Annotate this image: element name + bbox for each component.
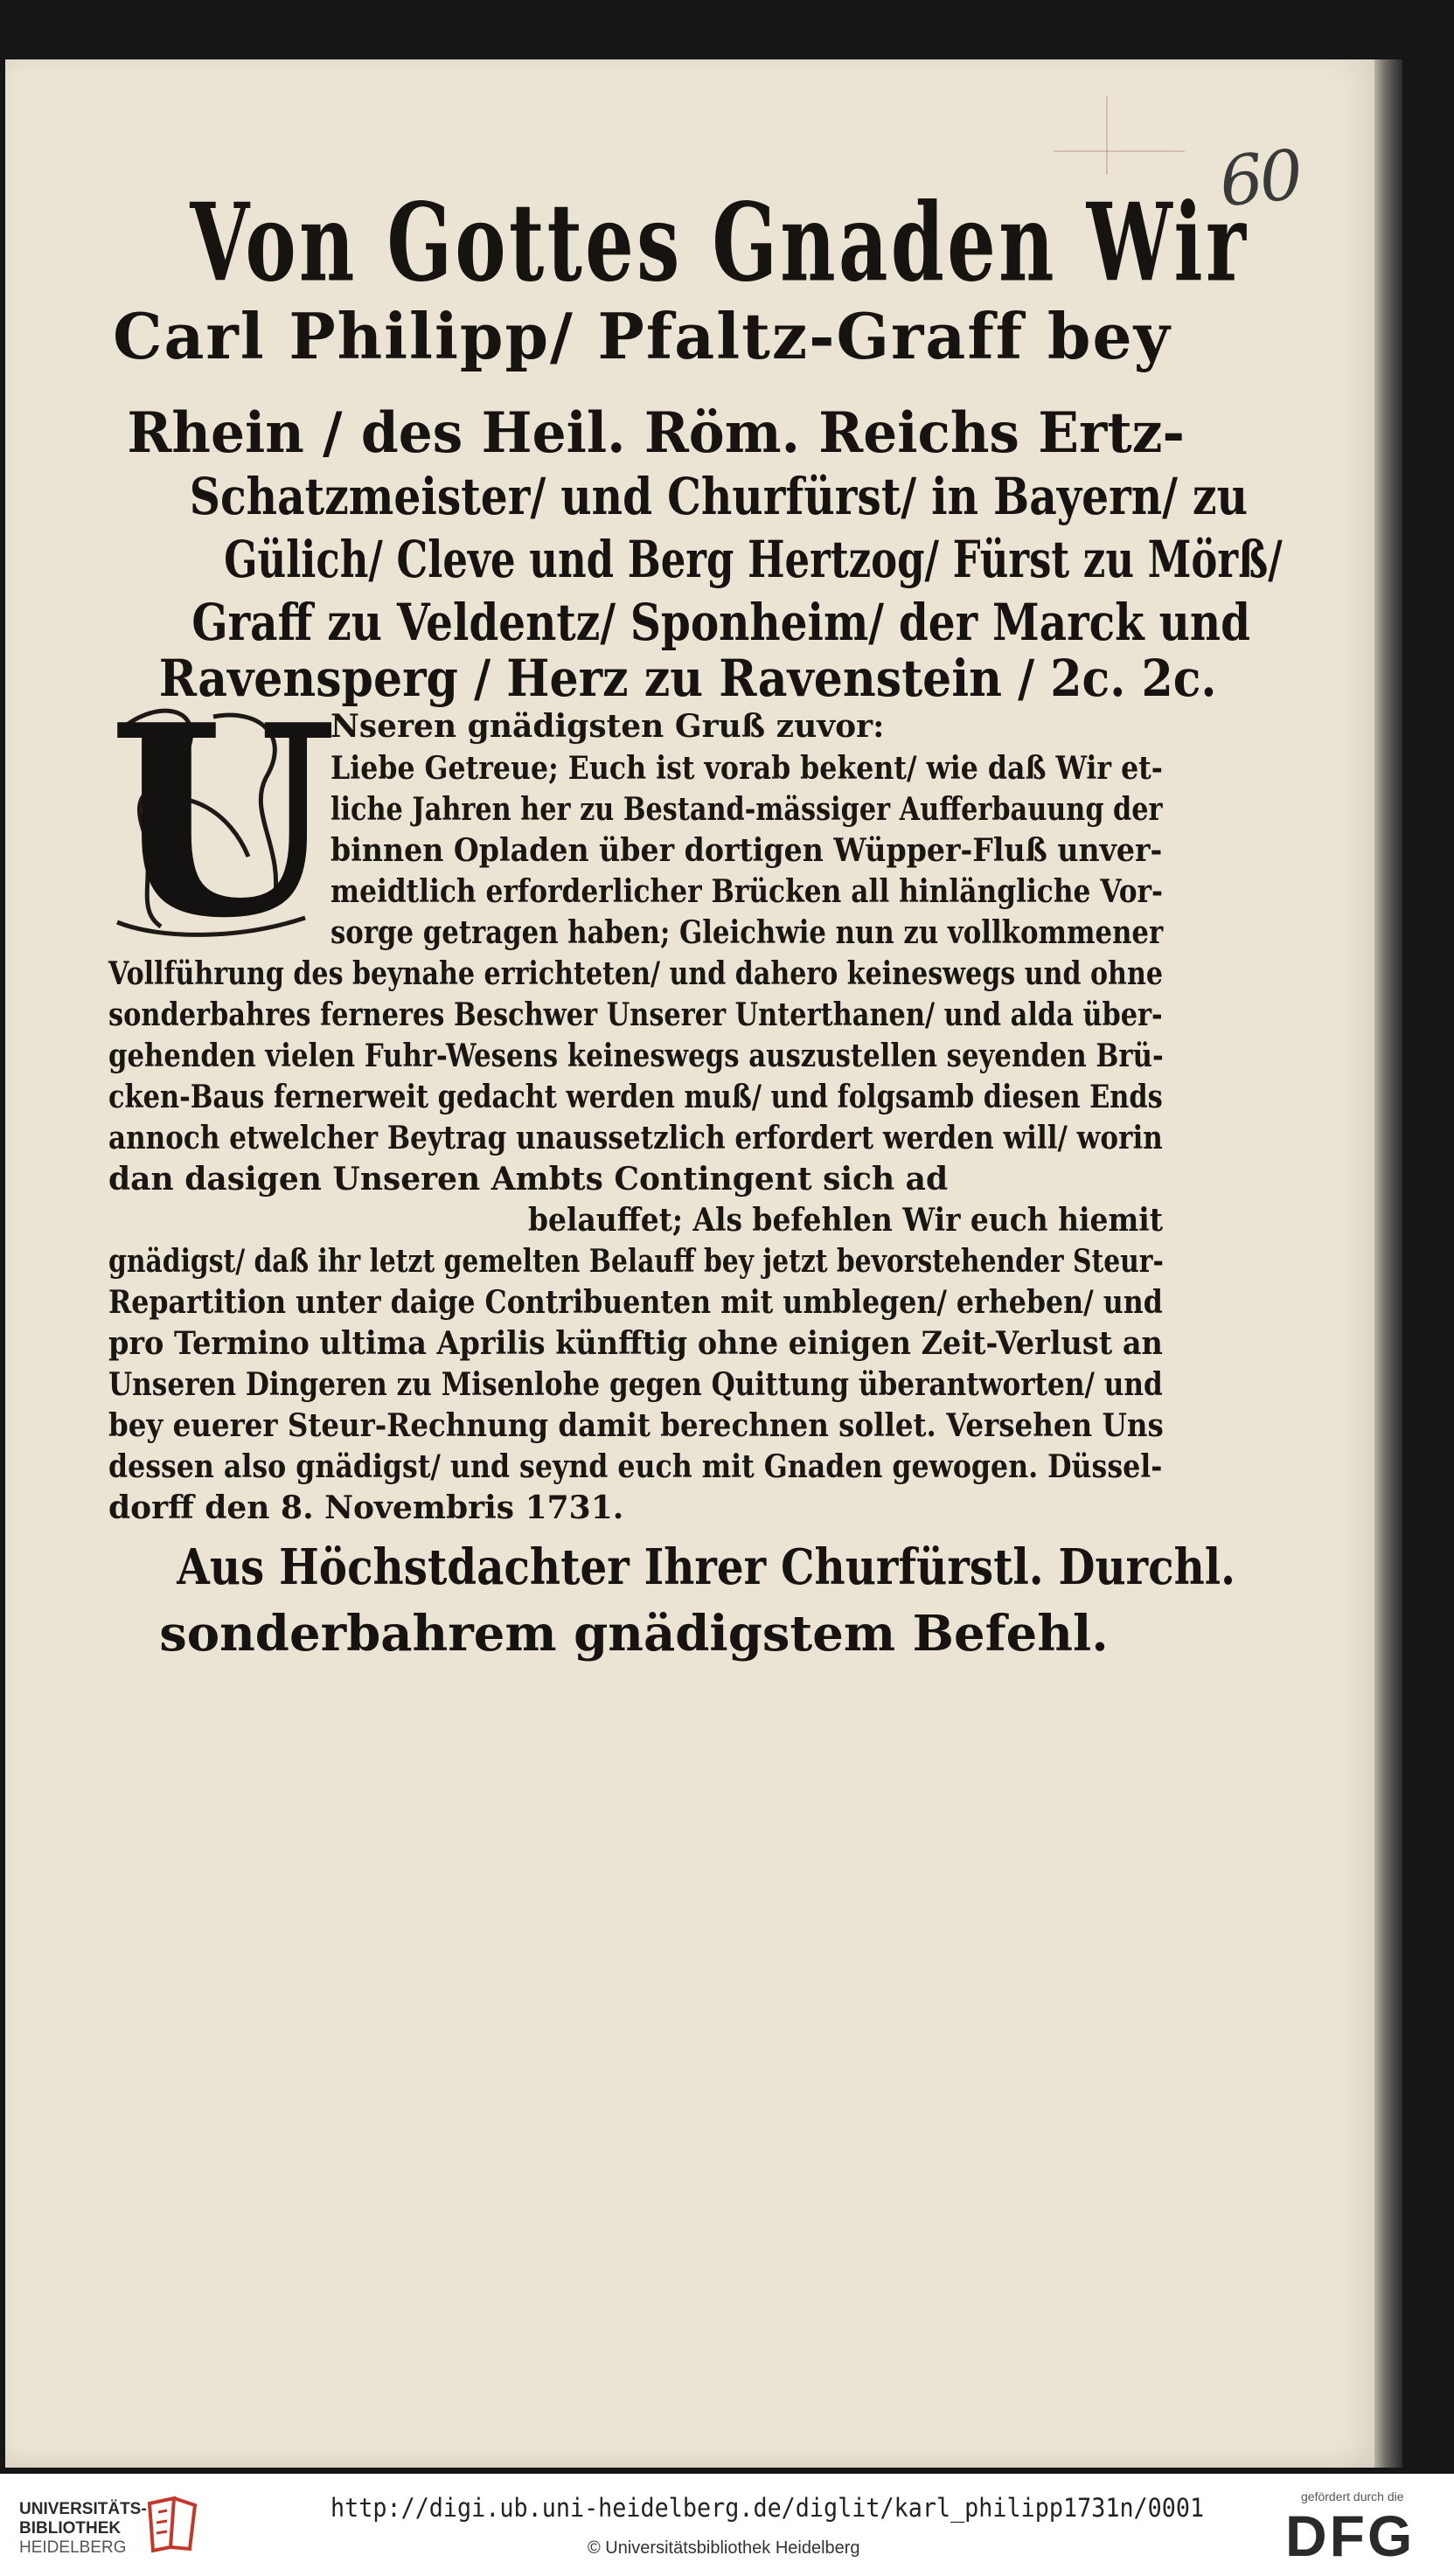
library-name-line-3: HEIDELBERG	[19, 2538, 127, 2557]
dropcap-letter: U	[108, 667, 337, 976]
permalink-url[interactable]: http://digi.ub.uni-heidelberg.de/diglit/karl_philipp1731n/0001	[330, 2493, 1205, 2523]
body-line: meidtlich erforderlicher Brücken all hinlängliche Vor-	[330, 873, 1163, 910]
dfg-logo[interactable]: DFG	[1285, 2503, 1416, 2568]
library-logo[interactable]	[19, 2500, 147, 2558]
body-line: annoch etwelcher Beytrag unaussetzlich erfordert werden will/ worin	[108, 1120, 1163, 1156]
body-line: sorge getragen haben; Gleichwie nun zu vollkommener	[330, 914, 1164, 951]
pencil-mark-horizontal	[1054, 150, 1185, 152]
body-line: cken-Baus fernerweit gedacht werden muß/ und folgsamb diesen Ends	[108, 1079, 1163, 1115]
body-line: gnädigst/ daß ihr letzt gemelten Belauff bey jetzt bevorstehender Steur-	[108, 1243, 1164, 1280]
heading-line-4: Schatzmeister/ und Churfürst/ in Bayern/ zu	[189, 467, 1249, 526]
heading-line-1: Von Gottes Gnaden Wir	[190, 179, 1249, 307]
viewer-footer	[0, 2474, 1454, 2576]
pencil-mark-vertical	[1106, 96, 1108, 175]
library-emblem-icon	[144, 2495, 200, 2554]
body-line: liche Jahren her zu Bestand-mässiger Aufferbauung der	[330, 791, 1163, 828]
body-line: Unseren Dingeren zu Misenlohe gegen Quittung überantworten/ und	[108, 1366, 1163, 1403]
body-line: Nseren gnädigsten Gruß zuvor:	[330, 708, 885, 745]
body-line: gehenden vielen Fuhr-Wesens keineswegs auszustellen seyenden Brü-	[108, 1038, 1164, 1074]
funding-caption: gefördert durch die	[1301, 2489, 1404, 2503]
body-line: dorff den 8. Novembris 1731.	[108, 1489, 624, 1526]
body-line: Liebe Getreue; Euch ist vorab bekent/ wie daß Wir et-	[330, 750, 1163, 787]
body-line: pro Termino ultima Aprilis künfftig ohne einigen Zeit-Verlust an	[108, 1325, 1163, 1362]
closing-line-1: Aus Höchstdachter Ihrer Churfürstl. Durchl.	[177, 1538, 1236, 1596]
body-line: binnen Opladen über dortigen Wüpper-Fluß unver-	[330, 832, 1163, 869]
page-edge	[1374, 59, 1402, 2468]
body-line: sonderbahres ferneres Beschwer Unserer Unterthanen/ und alda über-	[108, 996, 1163, 1033]
body-line: dan dasigen Unseren Ambts Contingent sich ad	[108, 1161, 949, 1198]
body-line: Vollführung des beynahe errichteten/ und dahero keineswegs und ohne	[108, 955, 1163, 992]
body-line: dessen also gnädigst/ und seynd euch mit Gnaden gewogen. Düssel-	[108, 1448, 1163, 1485]
heading-line-6: Graff zu Veldentz/ Sponheim/ der Marck und	[191, 593, 1251, 652]
heading-line-7: Ravensperg / Herz zu Ravenstein / 2c. 2c.	[158, 649, 1217, 708]
heading-line-3: Rhein / des Heil. Röm. Reichs Ertz-	[127, 400, 1185, 466]
body-line: bey euerer Steur-Rechnung damit berechnen sollet. Versehen Uns	[108, 1407, 1164, 1444]
folio-number: 60	[1215, 135, 1304, 223]
heading-line-2: Carl Philipp/ Pfaltz-Graff bey	[113, 299, 1172, 373]
library-name-line-2: BIBLIOTHEK	[19, 2519, 122, 2538]
library-name-line-1: UNIVERSITÄTS-	[19, 2500, 147, 2518]
copyright-notice: © Universitätsbibliothek Heidelberg	[588, 2538, 860, 2558]
closing-line-2: sonderbahrem gnädigstem Befehl.	[159, 1605, 1109, 1663]
body-line: belauffet; Als befehlen Wir euch hiemit	[528, 1202, 1164, 1239]
body-line: Repartition unter daige Contribuenten mit umblegen/ erheben/ und	[108, 1284, 1163, 1321]
heading-line-5: Gülich/ Cleve und Berg Hertzog/ Fürst zu Mörß/	[224, 530, 1283, 589]
